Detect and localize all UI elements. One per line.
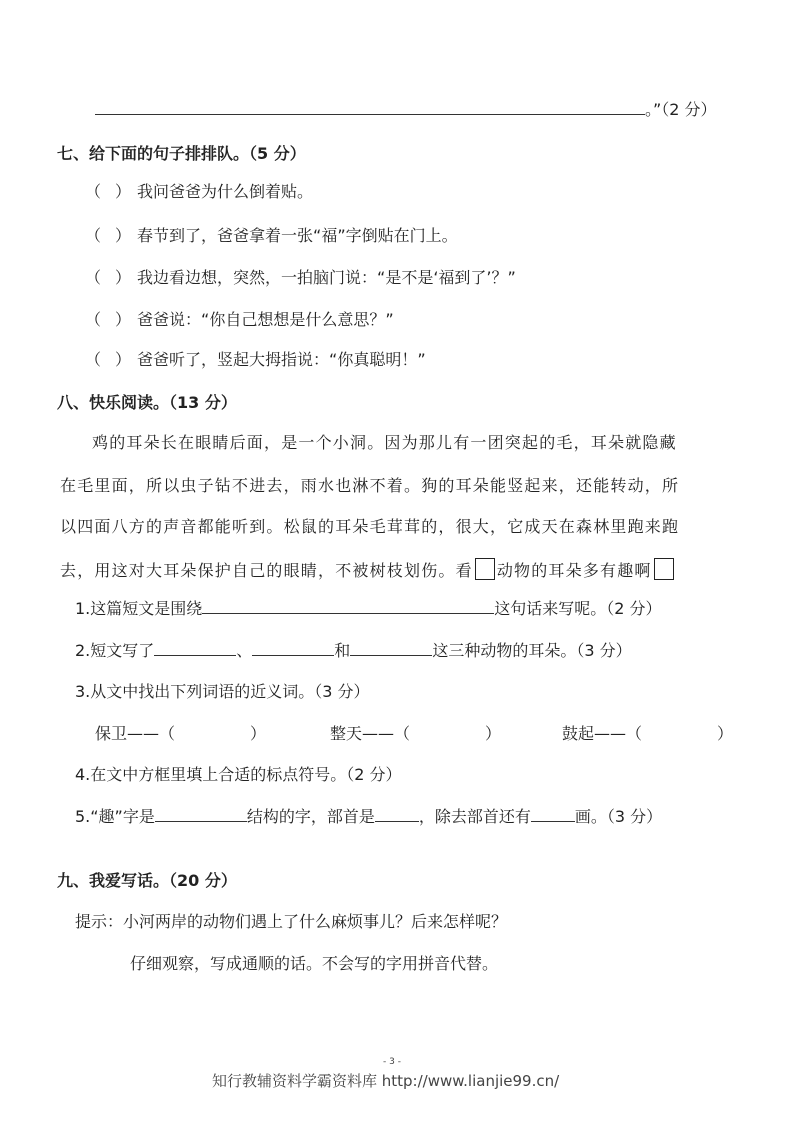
answer-blank[interactable] [350, 641, 432, 656]
hint-line: 提示：小河两岸的动物们遇上了什么麻烦事儿？后来怎样呢？ [75, 912, 508, 931]
passage-text: 去，用这对大耳朵保护自己的眼睛，不被树枝划伤。看 [60, 561, 473, 580]
answer-blank[interactable] [531, 807, 575, 822]
sentence: 我问爸爸为什么倒着贴。 [137, 182, 314, 201]
sentence: 爸爸听了，竖起大拇指说：“你真聪明！” [137, 350, 426, 369]
answer-blank[interactable] [155, 807, 247, 822]
order-slot[interactable]: （ ） [85, 268, 132, 287]
answer-blank[interactable] [375, 807, 419, 822]
question-4: 4.在文中方框里填上合适的标点符号。（2 分） [75, 765, 402, 784]
order-slot[interactable]: （ ） [85, 350, 132, 369]
answer-blank[interactable] [202, 599, 494, 614]
section9-title: 九、我爱写话。（20 分） [57, 871, 237, 890]
hint-line: 仔细观察，写成通顺的话。不会写的字用拼音代替。 [130, 954, 499, 973]
section8-title: 八、快乐阅读。（13 分） [57, 393, 237, 412]
sentence: 爸爸说：“你自己想想是什么意思？” [137, 310, 394, 329]
question-2: 2.短文写了 、 和 这三种动物的耳朵。（3 分） [75, 641, 632, 660]
question-1: 1.这篇短文是围绕 这句话来写呢。（2 分） [75, 599, 662, 618]
points-label: 。”（2 分） [645, 100, 717, 119]
sentence: 春节到了，爸爸拿着一张“福”字倒贴在门上。 [137, 226, 458, 245]
ordering-item [85, 226, 458, 246]
answer-blank[interactable] [154, 641, 236, 656]
ordering-item [85, 268, 516, 288]
passage-line: 以四面八方的声音都能听到。松鼠的耳朵毛茸茸的，很大，它成天在森林里跑来跑 [60, 517, 680, 536]
punctuation-box[interactable] [475, 558, 495, 580]
passage-line [60, 558, 676, 581]
sentence: 我边看边想，突然，一拍脑门说：“是不是‘福到了’？” [137, 268, 516, 287]
answer-blank[interactable] [95, 100, 645, 115]
ordering-item [85, 182, 313, 202]
order-slot[interactable]: （ ） [85, 310, 132, 329]
answer-line [95, 100, 717, 120]
synonym-item[interactable]: 整天——（ ） [330, 724, 502, 743]
passage-text: 动物的耳朵多有趣啊 [496, 561, 652, 580]
order-slot[interactable]: （ ） [85, 226, 132, 245]
ordering-item [85, 350, 426, 370]
synonym-item[interactable]: 保卫——（ ） [95, 724, 267, 743]
question-5: 5.“趣”字是 结构的字，部首是 ，除去部首还有 画。（3 分） [75, 807, 663, 826]
synonym-item[interactable]: 鼓起——（ ） [562, 724, 734, 743]
passage-line: 鸡的耳朵长在眼睛后面，是一个小洞。因为那儿有一团突起的毛，耳朵就隐藏 [92, 433, 677, 452]
passage-line: 在毛里面，所以虫子钻不进去，雨水也淋不着。狗的耳朵能竖起来，还能转动，所 [60, 476, 680, 495]
ordering-item [85, 310, 394, 330]
footer-watermark: 知行教辅资料学霸资料库 http://www.lianjie99.cn/ [212, 1072, 560, 1090]
punctuation-box[interactable] [654, 558, 674, 580]
page-number: - 3 - [383, 1057, 401, 1067]
section7-title: 七、给下面的句子排排队。（5 分） [57, 144, 306, 163]
order-slot[interactable]: （ ） [85, 182, 132, 201]
answer-blank[interactable] [252, 641, 334, 656]
question-3: 3.从文中找出下列词语的近义词。（3 分） [75, 682, 370, 701]
